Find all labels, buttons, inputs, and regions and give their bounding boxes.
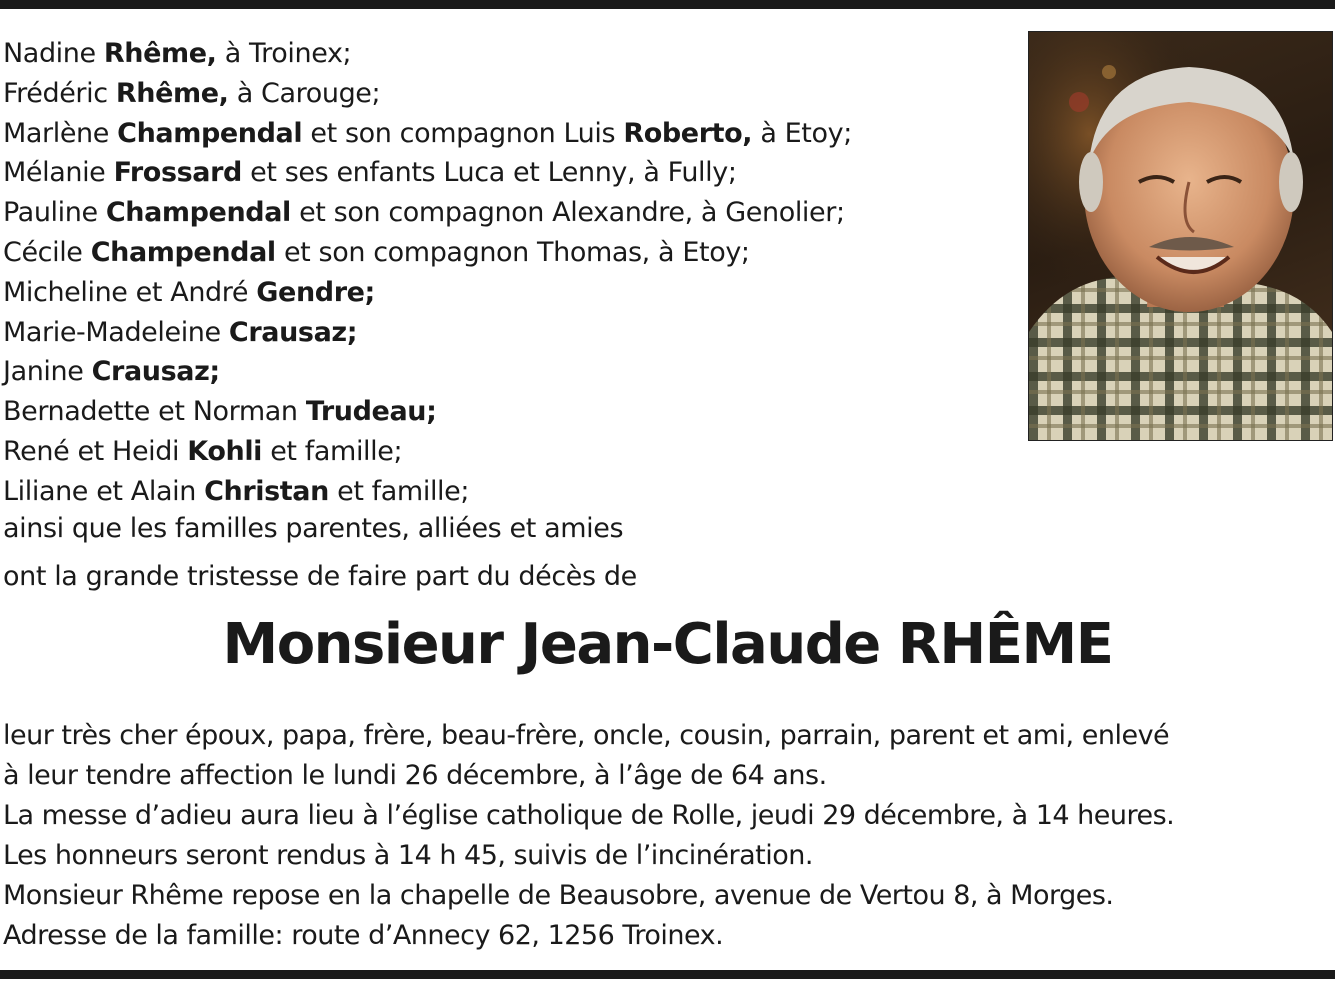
body-line: Adresse de la famille: route d’Annecy 62, 1256 Troinex. [3, 920, 724, 951]
mourner-line: Liliane et Alain Christan et famille; [3, 475, 470, 507]
portrait-photo [1028, 31, 1333, 441]
announcement-phrase: ont la grande tristesse de faire part du décès de [3, 561, 637, 592]
body-line: leur très cher époux, papa, frère, beau-frère, oncle, cousin, parrain, parent et ami, enlevé [3, 720, 1170, 751]
mourner-line: Micheline et André Gendre; [3, 276, 375, 308]
mourner-line: Janine Crausaz; [3, 356, 220, 388]
mourner-line: Pauline Champendal et son compagnon Alexandre, à Genolier; [3, 197, 845, 229]
bottom-rule [0, 970, 1335, 979]
body-line: Monsieur Rhême repose en la chapelle de Beausobre, avenue de Vertou 8, à Morges. [3, 880, 1114, 911]
mourner-line: René et Heidi Kohli et famille; [3, 435, 403, 467]
mourner-line: Frédéric Rhême, à Carouge; [3, 77, 381, 109]
mourners-list [3, 34, 852, 512]
body-line: Les honneurs seront rendus à 14 h 45, suivis de l’incinération. [3, 840, 813, 871]
body-line: à leur tendre affection le lundi 26 décembre, à l’âge de 64 ans. [3, 760, 827, 791]
families-phrase: ainsi que les familles parentes, alliées et amies [3, 513, 624, 544]
notice-body [3, 716, 1174, 956]
mourner-line: Bernadette et Norman Trudeau; [3, 396, 437, 428]
top-rule [0, 0, 1335, 9]
mourner-line: Cécile Champendal et son compagnon Thomas, à Etoy; [3, 236, 750, 268]
mourner-line: Marie-Madeleine Crausaz; [3, 316, 358, 348]
mourner-line: Mélanie Frossard et ses enfants Luca et Lenny, à Fully; [3, 157, 737, 189]
mourner-line: Marlène Champendal et son compagnon Luis Roberto, à Etoy; [3, 117, 852, 149]
body-line: La messe d’adieu aura lieu à l’église catholique de Rolle, jeudi 29 décembre, à 14 heures. [3, 800, 1175, 831]
deceased-name: Monsieur Jean-Claude RHÊME [222, 612, 1113, 677]
mourner-line: Nadine Rhême, à Troinex; [3, 38, 352, 69]
